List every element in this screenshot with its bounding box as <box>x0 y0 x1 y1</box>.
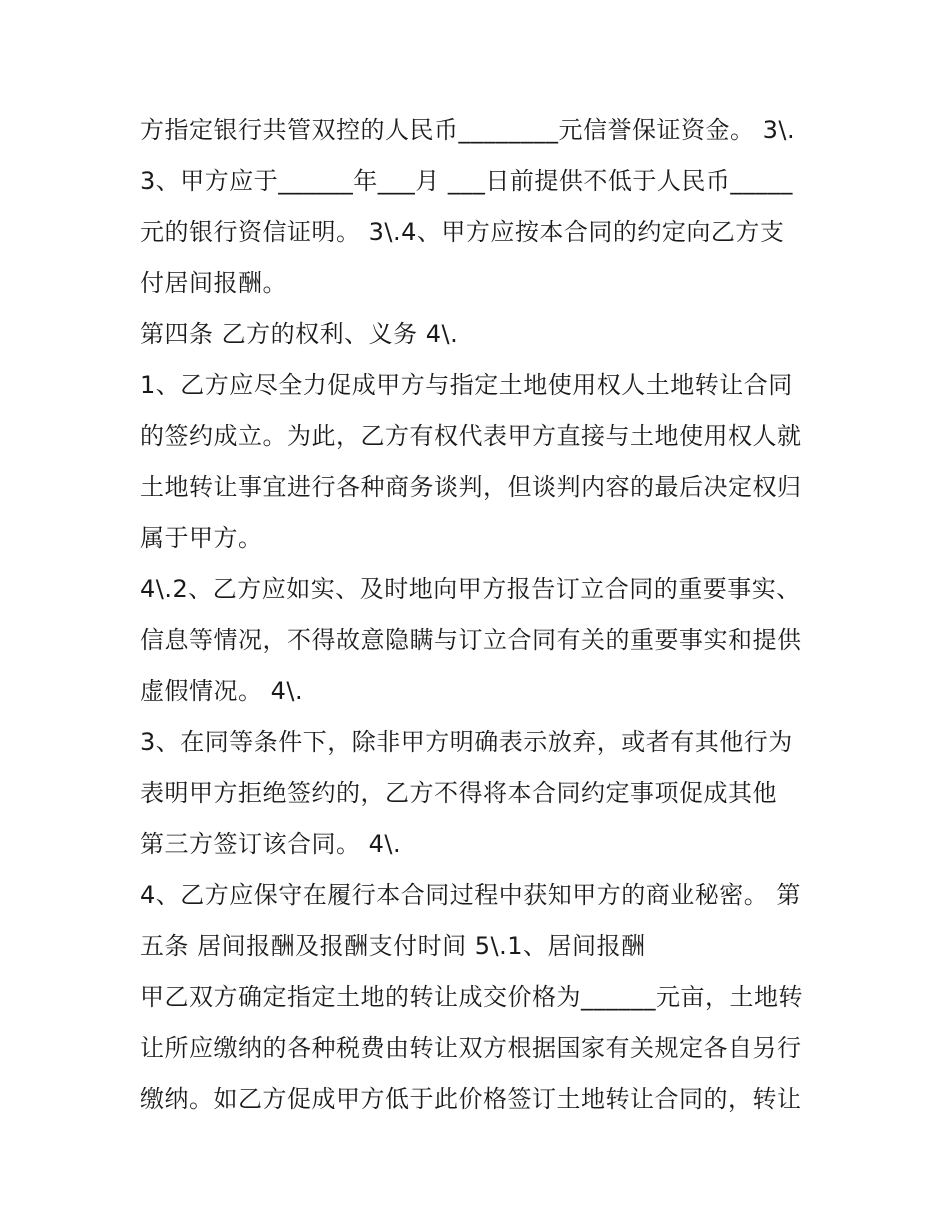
section-heading-article-5: 五条 居间报酬及报酬支付时间 5\.1、居间报酬 <box>140 932 646 960</box>
text-line-8: 土地转让事宜进行各种商务谈判，但谈判内容的最后决定权归 <box>140 473 802 501</box>
text-line-18: 甲乙双方确定指定土地的转让成交价格为______元亩，土地转 <box>140 983 803 1011</box>
text-line-12: 虚假情况。 4\. <box>140 677 304 705</box>
text-line-15: 第三方签订该合同。 4\. <box>140 830 402 858</box>
text-line-10: 4\.2、乙方应如实、及时地向甲方报告订立合同的重要事实、 <box>140 575 801 603</box>
section-heading-article-4: 第四条 乙方的权利、义务 4\. <box>140 320 459 348</box>
text-line-14: 表明甲方拒绝签约的，乙方不得将本合同约定事项促成其他 <box>140 779 777 807</box>
text-line-4: 付居间报酬。 <box>140 269 287 297</box>
text-line-11: 信息等情况，不得故意隐瞒与订立合同有关的重要事实和提供 <box>140 626 802 654</box>
text-line-7: 的签约成立。为此，乙方有权代表甲方直接与土地使用权人就 <box>140 422 802 450</box>
text-line-20: 缴纳。如乙方促成甲方低于此价格签订土地转让合同的，转让 <box>140 1085 802 1113</box>
text-line-6: 1、乙方应尽全力促成甲方与指定土地使用权人土地转让合同 <box>140 371 793 399</box>
text-line-16: 4、乙方应保守在履行本合同过程中获知甲方的商业秘密。 第 <box>140 881 801 909</box>
text-line-9: 属于甲方。 <box>140 524 263 552</box>
contract-text <box>140 110 820 1130</box>
text-line-19: 让所应缴纳的各种税费由转让双方根据国家有关规定各自另行 <box>140 1034 802 1062</box>
text-line-1: 方指定银行共管双控的人民币________元信誉保证资金。 3\. <box>140 116 796 144</box>
text-line-2: 3、甲方应于______年___月 ___日前提供不低于人民币_____ <box>140 167 793 195</box>
text-line-13: 3、在同等条件下，除非甲方明确表示放弃，或者有其他行为 <box>140 728 793 756</box>
text-line-3: 元的银行资信证明。 3\.4、甲方应按本合同的约定向乙方支 <box>140 218 785 246</box>
